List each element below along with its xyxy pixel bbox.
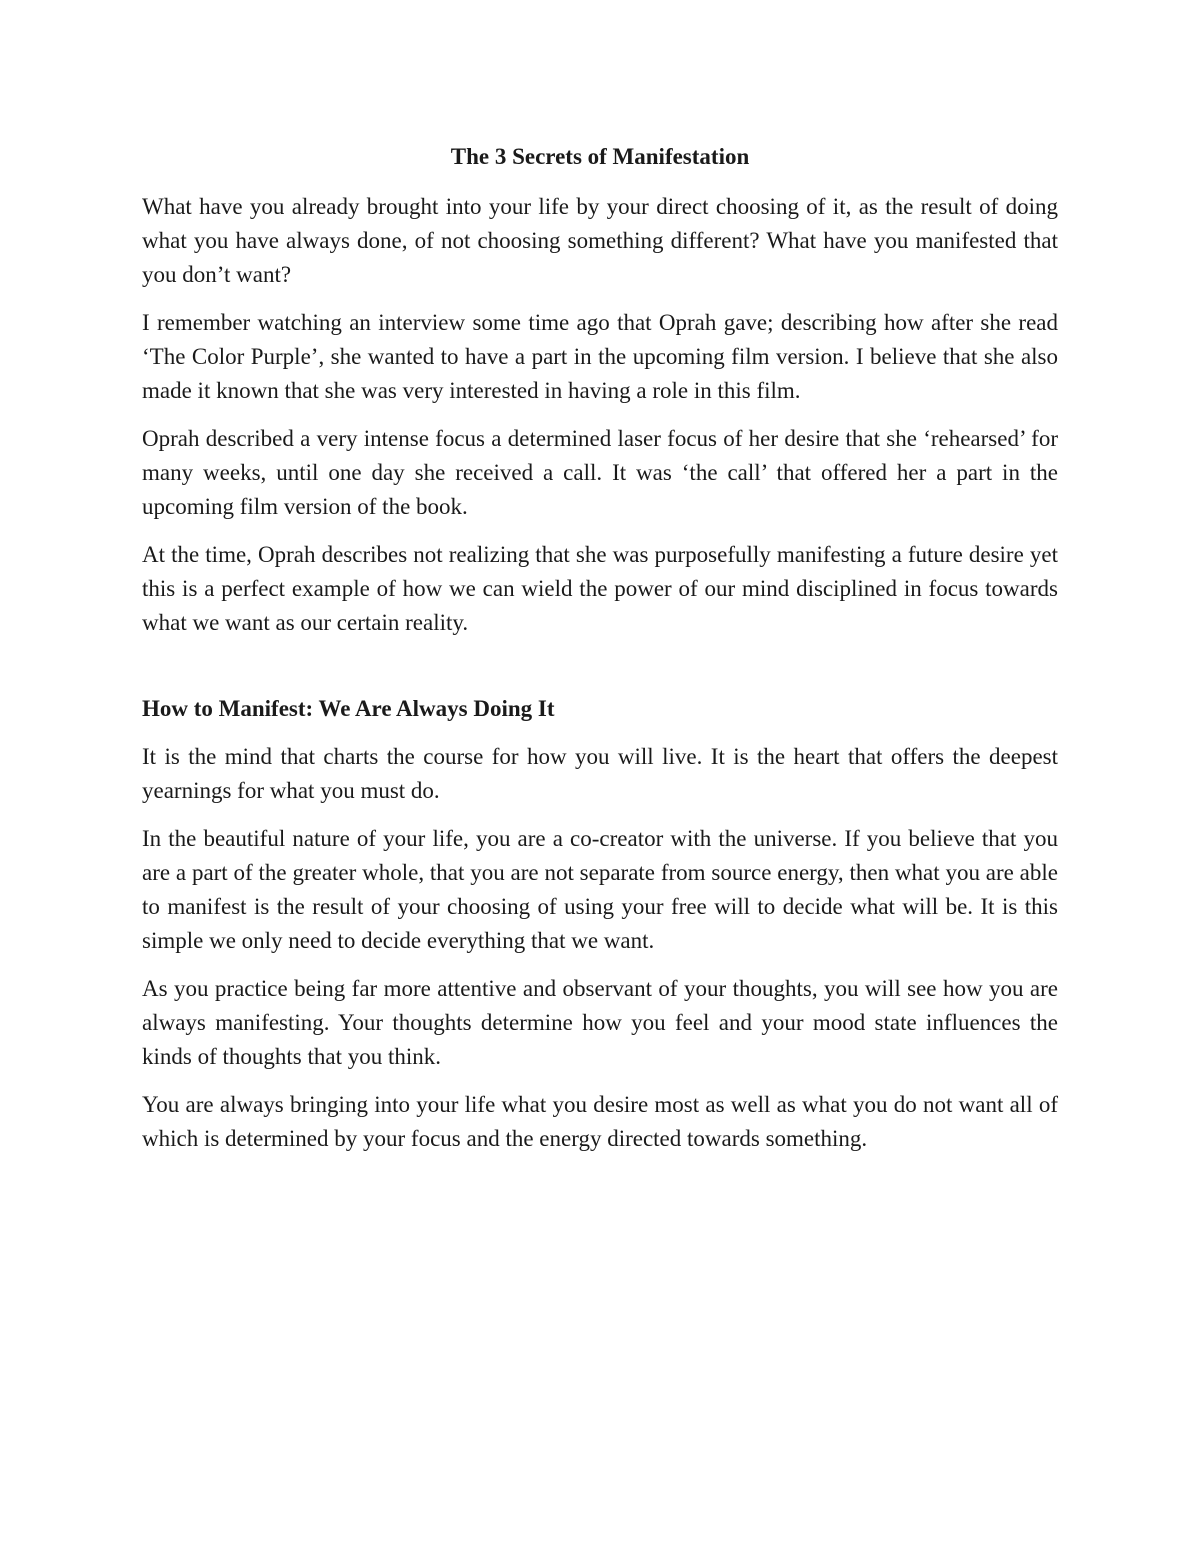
paragraph: In the beautiful nature of your life, you are a co-creator with the universe. If you believe that you are a part of the greater whole, that you are not separate from source energy, then what you are able to manifest is the result of your choosing of using your free will to decide what will be. It is this simple we only need to decide everything that we want. bbox=[142, 826, 1058, 953]
paragraph: It is the mind that charts the course for how you will live. It is the heart that offers the deepest yearnings for what you must do. bbox=[142, 744, 1058, 803]
paragraph: Oprah described a very intense focus a determined laser focus of her desire that she ‘rehearsed’ for many weeks, until one day she received a call. It was ‘the call’ that offered her a part in the upcoming film version of the book. bbox=[142, 426, 1058, 519]
section-spacer bbox=[142, 654, 1058, 692]
document-page bbox=[142, 140, 1058, 1170]
paragraph: I remember watching an interview some time ago that Oprah gave; describing how after she read ‘The Color Purple’, she wanted to have a part in the upcoming film version. I believe that she also made it known that she was very interested in having a role in this film. bbox=[142, 310, 1058, 403]
document-title: The 3 Secrets of Manifestation bbox=[450, 144, 750, 169]
paragraph: At the time, Oprah describes not realizing that she was purposefully manifesting a future desire yet this is a perfect example of how we can wield the power of our mind disciplined in focus towards what we want as our certain reality. bbox=[142, 542, 1058, 635]
paragraph: As you practice being far more attentive and observant of your thoughts, you will see how you are always manifesting. Your thoughts determine how you feel and your mood state influences the kinds of thoughts that you think. bbox=[142, 976, 1058, 1069]
paragraph: You are always bringing into your life what you desire most as well as what you do not want all of which is determined by your focus and the energy directed towards something. bbox=[142, 1092, 1058, 1151]
paragraph: What have you already brought into your life by your direct choosing of it, as the result of doing what you have always done, of not choosing something different? What have you manifested that you don’t want? bbox=[142, 194, 1058, 287]
section-heading: How to Manifest: We Are Always Doing It bbox=[142, 696, 555, 721]
